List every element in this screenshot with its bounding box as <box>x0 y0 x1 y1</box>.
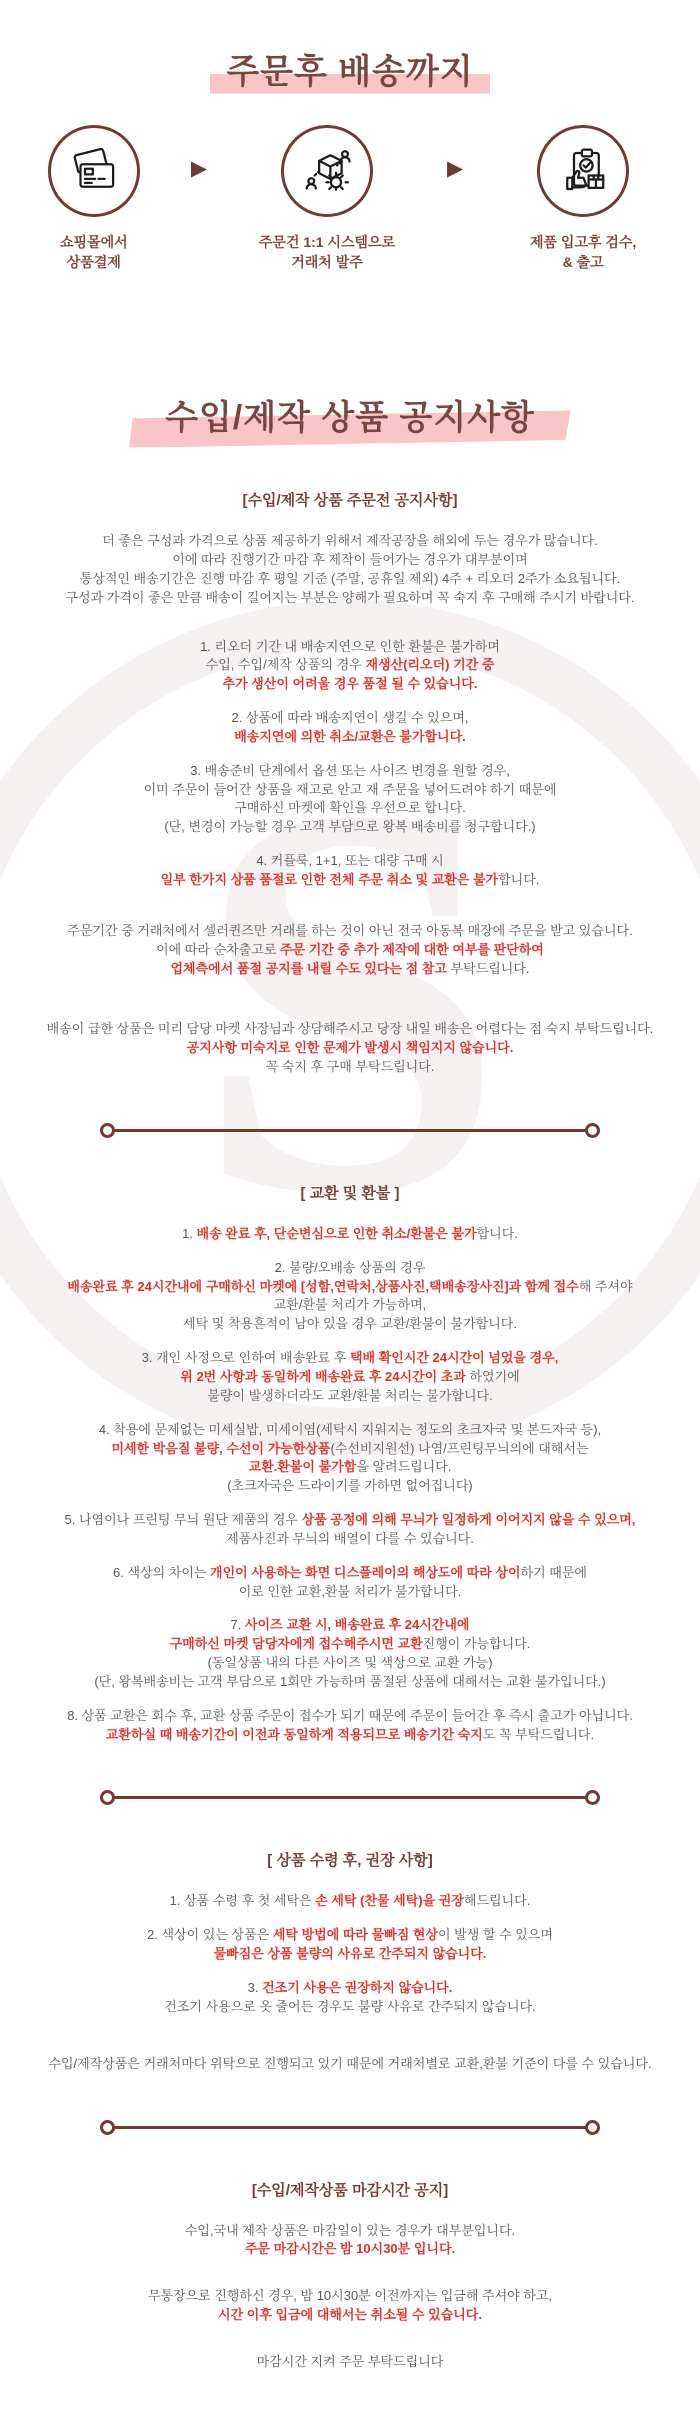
section-heading: [ 상품 수령 후, 권장 사항] <box>267 1852 433 1870</box>
notice-line: 4. 커플룩, 1+1, 또는 대량 구매 시 <box>256 853 444 869</box>
notice-line: 무통장으로 진행하신 경우, 밤 10시30분 이전까지는 입금해 주셔야 하고, <box>147 2288 553 2304</box>
divider-ring <box>585 1123 600 1138</box>
notice-line: 물빠짐은 상품 불량의 사유로 간주되지 않습니다. <box>213 1946 487 1962</box>
step-label-line: 주문건 1:1 시스템으로 <box>258 234 396 250</box>
notice-line: 6. 색상의 차이는 개인이 사용하는 화면 디스플레이의 해상도에 따라 상이하기 때문에 <box>113 1564 587 1580</box>
process-step-order-system <box>229 125 425 272</box>
divider-ring <box>585 1790 600 1805</box>
step-label-line: & 출고 <box>562 253 604 270</box>
notice-line: 이에 따라 진행기간 마감 후 제작이 들어가는 경우가 대부분이며 <box>172 552 528 568</box>
notice-line: 공지사항 미숙지로 인한 문제가 발생시 책임지지 않습니다. <box>186 1040 514 1056</box>
credit-card-icon <box>48 125 140 217</box>
step-label-line: 쇼핑몰에서 <box>60 234 128 250</box>
notice-line: 2. 상품에 따라 배송지연이 생길 수 있으며, <box>231 710 469 726</box>
arrow-right-icon: ▶ <box>190 157 207 180</box>
notice-line: 1. 배송 완료 후, 단순변심으로 인한 취소/환불은 불가합니다. <box>182 1225 518 1241</box>
notice-line: 교환/환불 처리가 가능하며, <box>273 1297 427 1313</box>
notice-line: 5. 나염이나 프린팅 무늬 원단 제품의 경우 상품 공정에 의해 무늬가 일정하게 이어지지 않을 수 있으며, <box>64 1512 636 1528</box>
section-heading: [수입/제작상품 마감시간 공지] <box>251 2181 449 2199</box>
notice-line: 구성과 가격이 좋은 만큼 배송이 길어지는 부분은 양해가 필요하며 꼭 숙지 후 구매해 주시기 바랍니다. <box>65 589 635 605</box>
divider-ring <box>100 1123 115 1138</box>
notice-line: (단, 변경이 가능할 경우 고객 부담으로 왕복 배송비를 청구합니다.) <box>164 819 536 835</box>
notice-line: 수입,국내 제작 상품은 마감일이 있는 경우가 대부분입니다. <box>184 2222 516 2238</box>
notice-line: 2. 불량/오배송 상품의 경우 <box>274 1259 426 1275</box>
notice-paragraph <box>30 1926 670 1964</box>
notice-line: 업체측에서 품절 공지를 내릴 수도 있다는 점 참고 부탁드립니다. <box>170 960 530 976</box>
notice-paragraph <box>30 1020 670 1077</box>
notice-paragraph <box>30 1707 670 1745</box>
section-divider <box>100 1123 600 1138</box>
divider-line <box>114 1129 586 1132</box>
notice-line: 교환하실 때 배송기간이 이전과 동일하게 적용되므로 배송기간 숙지도 꼭 부탁드립니다. <box>105 1726 595 1742</box>
notice-paragraph <box>30 2055 670 2074</box>
notice-paragraph <box>30 1349 670 1406</box>
notice-line: 마감시간 지켜 주문 부탁드립니다 <box>256 2353 444 2369</box>
notice-line: (초크자국은 드라이기를 가하면 없어집니다) <box>227 1478 473 1494</box>
section-divider <box>100 1790 600 1805</box>
notice-line: 건조기 사용으로 옷 줄어든 경우도 불량 사유로 간주되지 않습니다. <box>164 1998 536 2014</box>
page-title <box>0 44 700 93</box>
step-label-line: 제품 입고후 검수, <box>529 234 637 250</box>
notice-paragraph <box>30 922 670 979</box>
notice-paragraph <box>30 1259 670 1334</box>
notice-paragraph <box>30 709 670 747</box>
notice-paragraph <box>30 852 670 890</box>
notice-paragraph <box>30 532 670 607</box>
step-label-line: 상품결제 <box>66 253 121 270</box>
notice-line: 미세한 박음질 불량, 수선이 가능한상품(수선비지원선) 나염/프린팅무늬의에 대해서는 <box>111 1440 589 1456</box>
notice-line: 교환.환불이 불가함을 알려드립니다. <box>248 1459 452 1475</box>
notice-line: 주문 마감시간은 밤 10시30분 입니다. <box>244 2241 456 2257</box>
notice-line: 일부 한가지 상품 품절로 인한 전체 주문 취소 및 교환은 불가합니다. <box>160 872 540 887</box>
notice-line: 배송지연에 의한 취소/교환은 불가합니다. <box>234 728 466 744</box>
notice-line: 추가 생산이 어려울 경우 품절 될 수 있습니다. <box>222 676 478 692</box>
notice-paragraph <box>30 1892 670 1911</box>
arrow-right-icon: ▶ <box>447 157 464 180</box>
notice-line: 위 2번 사항과 동일하게 배송완료 후 24시간이 초과 하였기에 <box>180 1368 520 1384</box>
notice-line: 1. 상품 수령 후 첫 세탁은 손 세탁 (찬물 세탁)을 권장해드립니다. <box>169 1893 531 1909</box>
step-label <box>60 233 128 272</box>
notice-line: 세탁 및 착용흔적이 남아 있을 경우 교환/환불이 불가합니다. <box>183 1316 517 1332</box>
notice-line: 이미 주문이 들어간 상품을 재고로 안고 재 주문을 넣어드려야 하기 때문에 <box>143 781 557 797</box>
divider-ring <box>100 2120 115 2135</box>
notice-line: 구매하신 마켓에 확인을 우선으로 합니다. <box>234 800 466 816</box>
notice-line: 제품사진과 무늬의 배열이 다를 수 있습니다. <box>226 1530 474 1546</box>
notice-paragraph <box>30 1616 670 1691</box>
notice-line: 꼭 숙지 후 구매 부탁드립니다. <box>265 1059 435 1075</box>
section-divider <box>100 2120 600 2135</box>
notice-line: 8. 상품 교환은 회수 후, 교환 상품 주문이 접수가 되기 때문에 주문이 들어간 후 즉시 출고가 아닙니다. <box>67 1707 633 1723</box>
notice-line: 주문기간 중 거래처에서 셀러퀸즈만 거래를 하는 것이 아닌 전국 아동복 매장에 주문을 받고 있습니다. <box>67 922 633 938</box>
order-system-icon <box>281 125 373 217</box>
notice-line: 불량이 발생하더라도 교환/환불 처리는 불가합니다. <box>207 1387 493 1403</box>
notice-paragraph <box>30 2222 670 2260</box>
notice-line: 7. 사이즈 교환 시, 배송완료 후 24시간내에 <box>230 1617 470 1633</box>
notice-sections <box>0 489 700 2427</box>
notice-line: 3. 배송준비 단계에서 옵션 또는 사이즈 변경을 원할 경우, <box>190 762 510 778</box>
section-heading: [수입/제작 상품 주문전 공지사항] <box>242 492 458 510</box>
step-label <box>259 233 395 272</box>
notice-paragraph <box>30 1564 670 1602</box>
notice-title-text: 수입/제작 상품 공지사항 <box>165 399 535 438</box>
notice-line: 이에 따라 순차출고로 주문 기간 중 추가 제작에 대한 여부를 판단하여 <box>156 941 544 957</box>
notice-title <box>0 390 700 439</box>
notice-paragraph <box>30 1225 670 1244</box>
notice-line: 2. 색상이 있는 상품은 세탁 방법에 따라 물빠짐 현상이 발생 할 수 있으며 <box>147 1927 553 1943</box>
step-label-line: 거래처 발주 <box>291 253 363 270</box>
notice-line: (단, 왕복배송비는 고객 부담으로 1회만 가능하며 품절된 상품에 대해서는 교환 불가입니다.) <box>94 1673 606 1689</box>
page-title-highlight: 주문후 배송까지 <box>210 53 489 95</box>
divider-ring <box>100 1790 115 1805</box>
notice-paragraph <box>30 2287 670 2325</box>
notice-line: 3. 건조기 사용은 권장하지 않습니다. <box>247 1980 453 1995</box>
divider-line <box>114 1796 586 1799</box>
notice-line: 1. 리오더 기간 내 배송지연으로 인한 환불은 불가하며 <box>200 638 500 654</box>
notice-line: 수입, 수입/제작 상품의 경우 재생산(리오더) 기간 중 <box>205 657 495 673</box>
notice-line: 이로 인한 교환,환불 처리가 불가합니다. <box>238 1583 462 1599</box>
divider-ring <box>585 2120 600 2135</box>
notice-paragraph <box>30 2353 670 2372</box>
section-heading: [ 교환 및 환불 ] <box>300 1184 400 1202</box>
notice-line: 4. 착용에 문제없는 미세실밥, 미세이염(세탁시 지워지는 정도의 초크자국 및 본드자국 등), <box>98 1421 602 1437</box>
process-step-inspection <box>485 125 681 272</box>
notice-paragraph <box>30 638 670 695</box>
notice-line: 더 좋은 구성과 가격으로 상품 제공하기 위해서 제작공장을 해외에 두는 경우가 많습니다. <box>102 533 598 549</box>
notice-line: 시간 이후 입금에 대해서는 취소될 수 있습니다. <box>218 2307 482 2323</box>
notice-line: 배송이 급한 상품은 미리 담당 마켓 사장님과 상담해주시고 당장 내일 배송은 어렵다는 점 숙지 부탁드립니다. <box>46 1021 654 1037</box>
notice-line: 배송완료 후 24시간내에 구매하신 마켓에 [성함,연락처,상품사진,택배송장사진]과 함께 접수해 주셔야 <box>67 1278 633 1294</box>
notice-paragraph <box>30 1511 670 1549</box>
notice-line: (동일상품 내의 다른 사이즈 및 색상으로 교환 가능) <box>207 1655 493 1671</box>
process-steps <box>0 125 700 272</box>
notice-line: 수입/제작상품은 거래처마다 위탁으로 진행되고 있기 때문에 거래처별로 교환,환불 기준이 다를 수 있습니다. <box>48 2055 652 2071</box>
notice-line: 구매하신 마켓 담당자에게 접수해주시면 교환진행이 가능합니다. <box>169 1636 531 1652</box>
inspection-shipping-icon <box>537 125 629 217</box>
process-step-payment <box>19 125 169 272</box>
step-label <box>530 233 636 272</box>
notice-line: 3. 개인 사정으로 인하여 배송완료 후 택배 확인시간 24시간이 넘었을 경우, <box>141 1350 559 1366</box>
notice-line: 통상적인 배송기간은 진행 마감 후 평일 기준 (주말, 공휴일 제외) 4주 + 리오더 2주가 소요됩니다. <box>79 570 621 586</box>
notice-paragraph <box>30 762 670 837</box>
notice-paragraph <box>30 1421 670 1496</box>
notice-paragraph <box>30 1979 670 2017</box>
divider-line <box>114 2126 586 2129</box>
